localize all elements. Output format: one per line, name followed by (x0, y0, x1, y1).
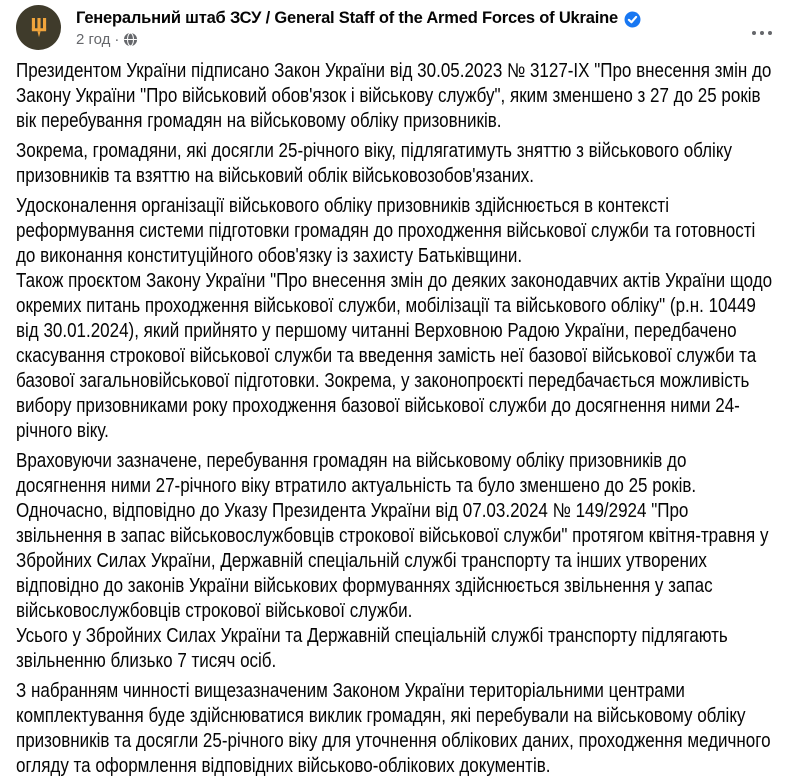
ellipsis-icon (760, 31, 765, 36)
text-block (16, 139, 778, 189)
page-name-link[interactable]: Генеральний штаб ЗСУ / General Staff of the Armed Forces of Ukraine (76, 9, 618, 27)
post-paragraph: Також проєктом Закону України "Про внесення змін до деяких законодавчих актів України щодо окремих питань проходження військової служби, мобілізації та військового обліку" (р.н. 10449 від 30.01.2024), який прийнято у першому читанні Верховною Радою України, передбачено скасування строкової військової служби та введення замість неї базової військової служби та базової загальновійськової підготовки. Зокрема, у законопроєкті передбачається можливість вибору призовниками року проходження базової військової служби до досягнення ними 24-річного віку. (16, 270, 773, 442)
post-paragraph: Враховуючи зазначене, перебування громадян на військовому обліку призовників до досягнення ними 27-річного віку втратило актуальність та було зменшено до 25 років. (16, 450, 697, 497)
page-name-row (76, 9, 641, 28)
meta-separator: · (114, 31, 120, 48)
post-body (0, 50, 794, 779)
post-paragraph: Президентом України підписано Закон України від 30.05.2023 № 3127-IX "Про внесення змін до Закону України "Про військовий обов'язок і військову службу", яким зменшено з 27 до 25 років вік перебування громадян на військовому обліку призовників. (16, 60, 772, 132)
post-header (0, 0, 794, 50)
post-paragraph: З набранням чинності вищезазначеним Законом України територіальними центрами комплектування буде здійснюватися виклик громадян, які перебували на військовому обліку призовників та досягли 25-річного віку для уточнення облікових даних, проходження медичного огляду та оформлення відповідних військово-облікових документів. (16, 680, 771, 777)
post-paragraph: Одночасно, відповідно до Указу Президента України від 07.03.2024 № 149/2924 "Про звільнення в запас військовослужбовців строкової військової служби" протягом квітня-травня у Збройних Силах України, Державній спеціальній службі транспорту та інших утворених відповідно до законів України військових формуваннях здійснюється звільнення у запас військовослужбовців строкової військової служби. (16, 500, 769, 622)
post-text (16, 59, 778, 779)
text-block (16, 679, 778, 779)
post-paragraph: Удосконалення організації військового обліку призовників здійснюється в контексті реформування системи підготовки громадян до проходження військової служби та готовності до виконання конституційного обов'язку із захисту Батьківщини. (16, 195, 756, 267)
ellipsis-icon (752, 31, 757, 36)
text-block (16, 59, 778, 134)
verified-badge-icon (624, 11, 641, 28)
ellipsis-icon (768, 31, 773, 36)
timestamp-link[interactable]: 2 год (76, 31, 111, 48)
post-meta-row (76, 31, 641, 48)
text-block (16, 194, 778, 444)
post-header-text (76, 5, 641, 48)
post-paragraph: Усього у Збройних Силах України та Державній спеціальній службі транспорту підлягають звільненню близько 7 тисяч осіб. (16, 625, 728, 672)
post-menu-button[interactable] (744, 15, 780, 51)
trident-emblem-icon (24, 13, 54, 43)
page-avatar[interactable] (16, 5, 61, 50)
globe-public-icon (123, 32, 138, 47)
post-paragraph: Зокрема, громадяни, які досягли 25-річного віку, підлягатимуть зняттю з військового обліку призовників та взяттю на військовий облік військовозобов'язаних. (16, 140, 732, 187)
text-block (16, 449, 778, 674)
